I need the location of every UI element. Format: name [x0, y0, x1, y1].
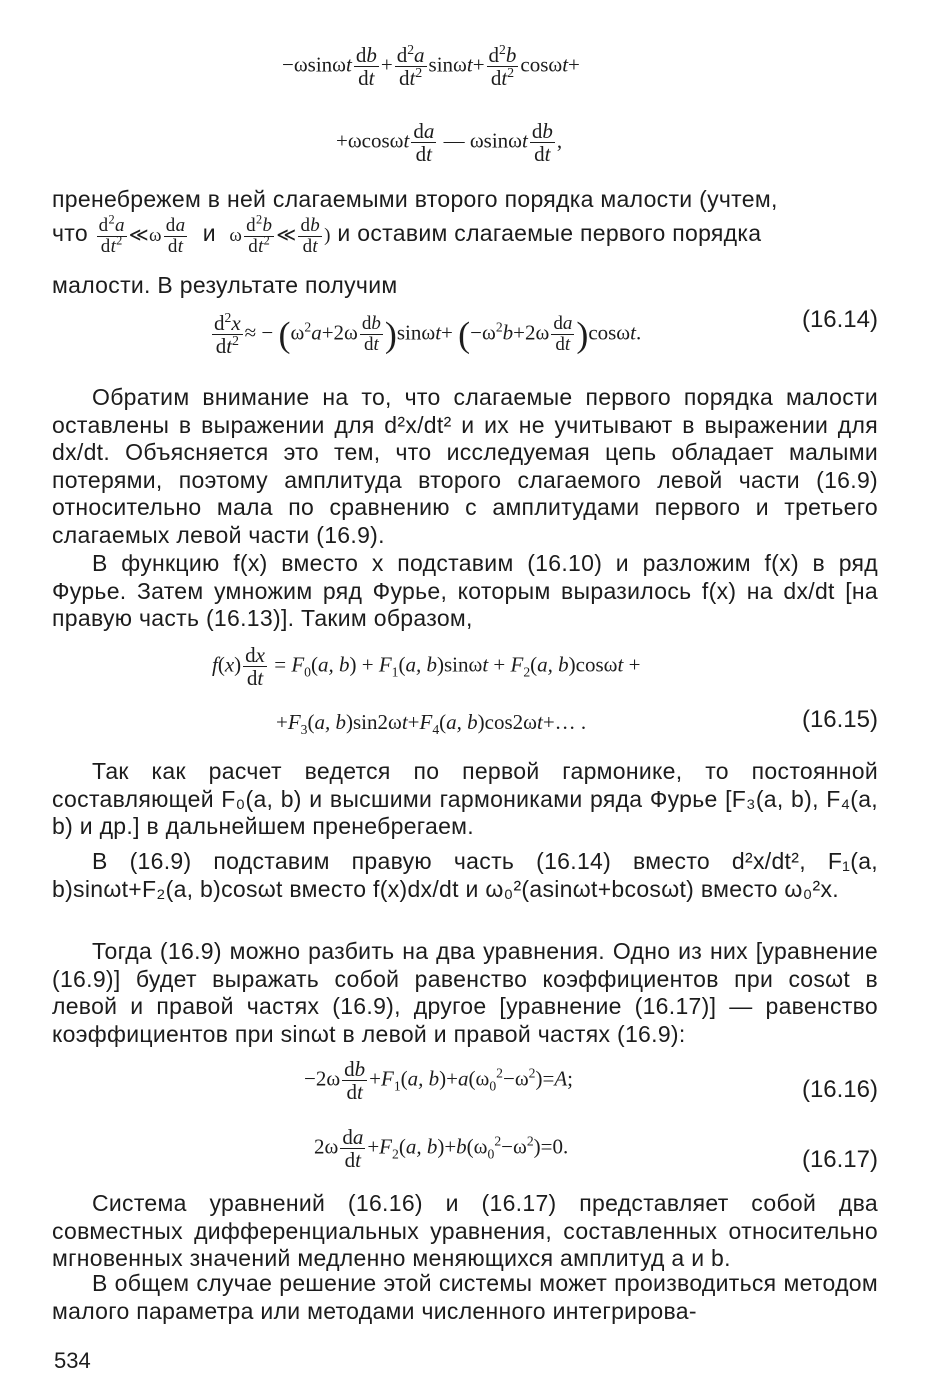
page-number: 534: [54, 1348, 91, 1373]
formula-top-line-2: +ωcosωt $\frac{da}{dt}$ — ωsinωt $\frac{db}{dt}$ ,: [336, 119, 563, 167]
equation-number-16-16: (16.16): [801, 1076, 878, 1103]
word-and: и: [202, 219, 216, 246]
equation-16-15-line-1: f(x) $\frac{dx}{dt}$ = $F_0(a$, $b) + F_1(a$, $b)\sin\omega t + F_2(a$, b)cosωt +: [212, 643, 641, 691]
paragraph-1: пренебрежем в ней слагаемыми второго порядка малости (учтем,: [52, 186, 778, 212]
paragraph-1-tail: и оставим слагаемые первого порядка: [337, 219, 762, 246]
formula-top-line-1: −ωsinωt $\frac{db}{dt}$ + $\frac{d^2a}{dt^2}$ sinωt+ $\frac{d^2b}{dt^2}$ cosωt+: [282, 42, 580, 91]
equation-number-16-14: (16.14): [801, 306, 878, 333]
paragraph-7: Система уравнений (16.16) и (16.17) представляет собой два совместных дифференциальных уравнения, составленных относительно мгновенных значений медленно меняющихся амплитуд a и b.: [52, 1190, 878, 1271]
paragraph-3: В функцию f(x) вместо x подставим (16.10) и разложим f(x) в ряд Фурье. Затем умножим ряд Фурье, которым выразилось f(x) на dx/dt [на правую часть (16.13)]. Таким образом,: [52, 550, 878, 631]
equation-16-16: −2ω $\frac{db}{dt}$ $+F_1(a$, $b)+a(\omega_0^2-\omega^2)=A$;: [304, 1057, 574, 1105]
equation-16-14: $\frac{d^2x}{dt^2}$ ≈ − ($\omega^2a+2\omega$ $\frac{db}{dt}$ )$\sin\omega t+ (-\omega^2b+2\omega$ $\frac{da}{dt}$ )cosωt.: [214, 310, 642, 359]
paragraph-1-inline-formula: что $\frac{d^2a}{dt^2}$ ≪ω $\frac{da}{dt}$ и ω $\frac{d^2b}{dt^2}$ ≪ $\frac{db}{dt}$ ) и оставим слагаемые первого порядка: [52, 212, 762, 257]
paragraph-5: В (16.9) подставим правую часть (16.14) вместо d²x/dt², F₁(a, b)sinωt+F₂(a, b)cosωt вместо f(x)dx/dt и ω₀²(asinωt+bcosωt) вместо ω₀²x.: [52, 848, 878, 902]
paragraph-2: Обратим внимание на то, что слагаемые первого порядка малости оставлены в выражении для d²x/dt² и их не учитывают в выражении для dx/dt. Объясняется это тем, что исследуемая цепь обладает малыми потерями, поэтому амплитуда второго слагаемого левой части (16.9) относительно мала по сравнению с амплитудами первого и третьего слагаемых левой части (16.9).: [52, 384, 878, 548]
paragraph-8: В общем случае решение этой системы может производиться методом малого параметра или методами численного интегрирова-: [52, 1270, 878, 1324]
paragraph-4: Так как расчет ведется по первой гармонике, то постоянной составляющей F₀(a, b) и высшими гармониками ряда Фурье [F₃(a, b), F₄(a, b) и др.] в дальнейшем пренебрегаем.: [52, 758, 878, 839]
equation-number-16-17: (16.17): [801, 1146, 878, 1173]
equation-16-17: 2ω $\frac{da}{dt}$ $+F_2(a$, $b)+b(\omega_0^2-\omega^2)=0$.: [314, 1125, 569, 1173]
equation-16-15-line-2: $+F_3(a$, $b)\sin 2\omega t+F_4(a$, b)cos2ωt+… .: [276, 710, 587, 738]
word-that: что: [52, 219, 88, 246]
equation-number-16-15: (16.15): [801, 706, 878, 733]
paragraph-6: Тогда (16.9) можно разбить на два уравнения. Одно из них [уравнение (16.9)] будет выражать собой равенство коэффициентов при cosωt в левой и правой частях (16.9), другое [уравнение (16.17)] — равенство коэффициентов при sinωt в левой и правой частях (16.9):: [52, 938, 878, 1047]
paragraph-1-end: малости. В результате получим: [52, 272, 398, 298]
